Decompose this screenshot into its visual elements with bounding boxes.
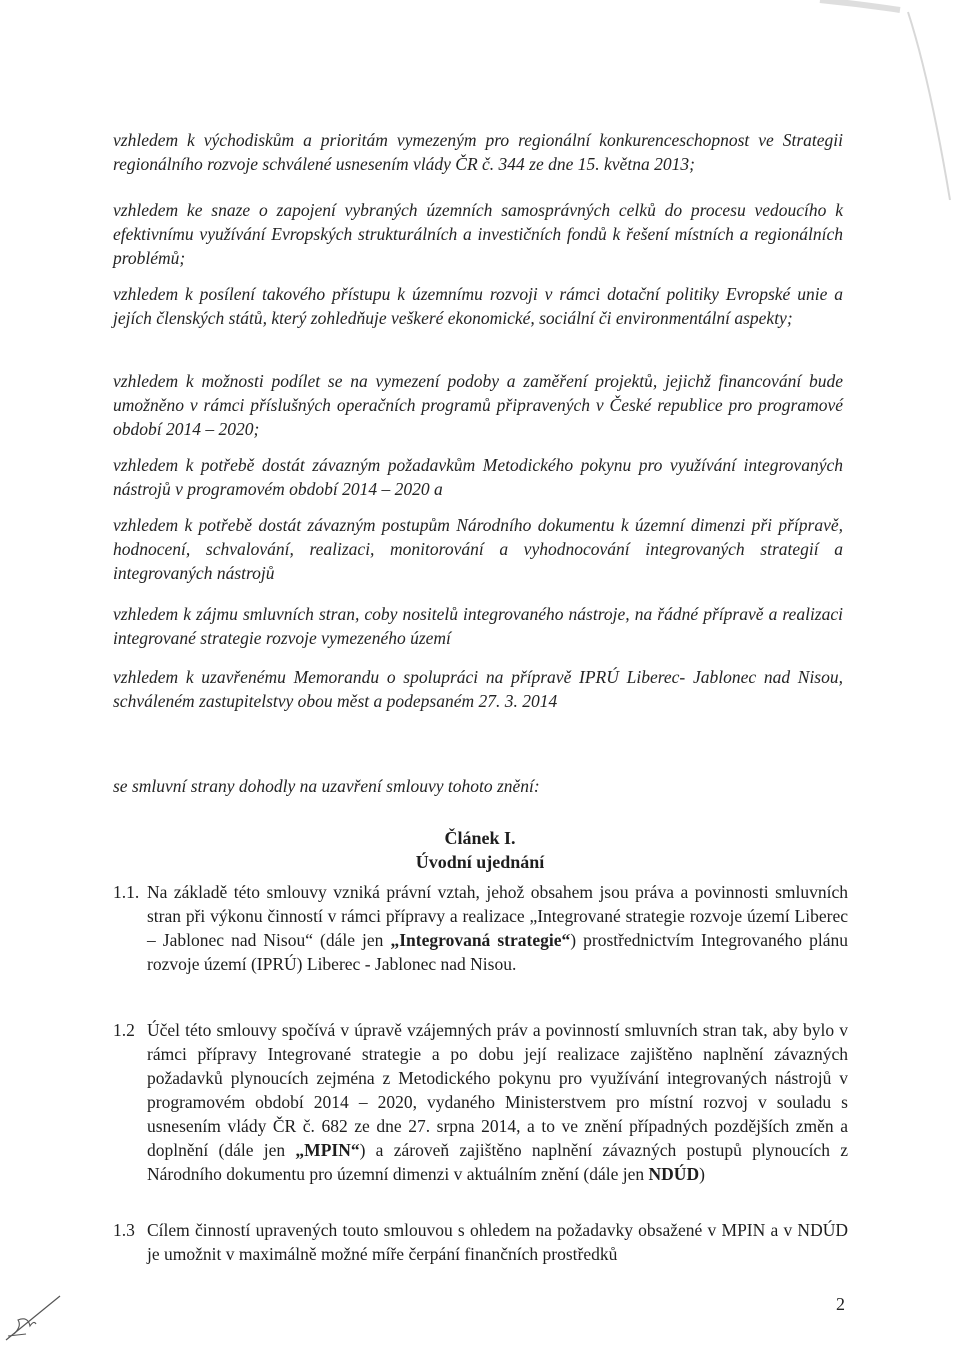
preamble-paragraph: vzhledem k posílení takového přístupu k územnímu rozvoji v rámci dotační politiky Evropské unie a jejích členských států, který zohledňuje veškeré ekonomické, sociální či environmentální aspekty; — [113, 284, 843, 328]
clause-text: Účel této smlouvy spočívá v úpravě vzájemných práv a povinností smluvních stran tak, aby bylo v rámci přípravy Integrované strategie a po dobu její realizace zajištěno naplnění závazných požadavků plynoucích zejména z Metodického pokynu pro využívání integrovaných nástrojů v programovém období 2014 – 2020, vydaného Ministerstvem pro místní rozvoj v souladu s usnesením vlády ČR č. 682 ze dne 27. srpna 2014, a to ve znění případných pozdějších změn a doplnění (dále jen „MPIN“) a zároveň zajištěno naplnění závazných postupů plynoucích z Národního dokumentu pro územní dimenzi v aktuálním znění (dále jen NDÚD) — [147, 1020, 848, 1184]
article-title: Úvodní ujednání — [415, 852, 545, 872]
preamble-paragraph: vzhledem ke snaze o zapojení vybraných územních samosprávných celků do procesu vedoucího k efektivnímu využívání Evropských strukturálních a investičních fondů k řešení místních a regionálních problémů; — [113, 200, 843, 268]
clause-1-3 — [113, 1218, 848, 1266]
preamble-paragraph: vzhledem k uzavřenému Memorandu o spolupráci na přípravě IPRÚ Liberec- Jablonec nad Nisou, schváleném zastupitelstvy obou měst a podepsaném 27. 3. 2014 — [113, 667, 843, 711]
clause-1-2 — [113, 1018, 848, 1186]
preamble-paragraph: vzhledem k východiskům a prioritám vymezeným pro regionální konkurenceschopnost ve Strategii regionálního rozvoje schválené usnesením vlády ČR č. 344 ze dne 15. května 2013; — [113, 130, 843, 174]
preamble-paragraph: vzhledem k potřebě dostát závazným postupům Národního dokumentu k územní dimenzi při přípravě, hodnocení, schvalování, realizaci, monitorování a vyhodnocování integrovaných strategií a integrovaných nástrojů — [113, 515, 843, 583]
clause-text: Na základě této smlouvy vzniká právní vztah, jehož obsahem jsou práva a povinnosti smluvních stran při výkonu činností v rámci přípravy a realizace „Integrované strategie rozvoje území Liberec – Jablonec nad Nisou“ (dále jen „Integrovaná strategie“) prostřednictvím Integrovaného plánu rozvoje území (IPRÚ) Liberec - Jablonec nad Nisou. — [147, 882, 848, 974]
clause-number: 1.1. — [113, 882, 140, 902]
handwritten-initials — [0, 1286, 80, 1346]
preamble-paragraph: vzhledem k zájmu smluvních stran, coby nositelů integrovaného nástroje, na řádné přípravě a realizaci integrované strategie rozvoje vymezeného území — [113, 604, 843, 648]
preamble-paragraph: vzhledem k potřebě dostát závazným požadavkům Metodického pokynu pro využívání integrovaných nástrojů v programovém období 2014 – 2020 a — [113, 455, 843, 499]
article-number: Článek I. — [444, 828, 516, 848]
clause-text: Cílem činností upravených touto smlouvou s ohledem na požadavky obsažené v MPIN a v NDÚD je umožnit v maximálně možné míře čerpání finančních prostředků — [147, 1220, 848, 1264]
page-number: 2 — [836, 1294, 845, 1314]
clause-number: 1.3 — [113, 1220, 135, 1240]
closing-statement: se smluvní strany dohodly na uzavření smlouvy tohoto znění: — [113, 776, 540, 796]
preamble-paragraph: vzhledem k možnosti podílet se na vymezení podoby a zaměření projektů, jejichž financování bude umožněno v rámci příslušných operačních programů připravených v České republice pro programové období 2014 – 2020; — [113, 371, 843, 439]
clause-1-1 — [113, 880, 848, 976]
clause-number: 1.2 — [113, 1020, 135, 1040]
